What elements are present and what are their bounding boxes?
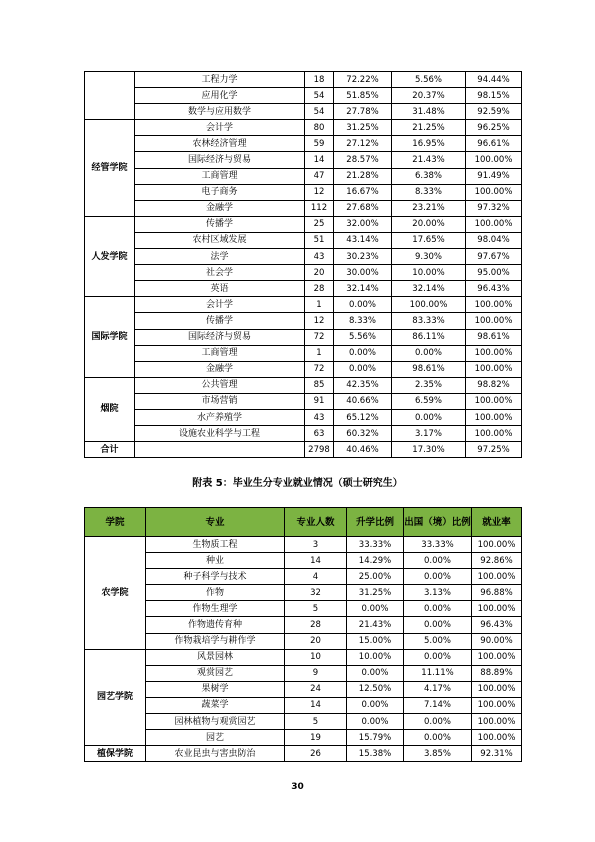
further-study-cell: 15.79% bbox=[347, 730, 404, 746]
table-row bbox=[85, 714, 522, 730]
major-cell: 农林经济管理 bbox=[135, 136, 305, 152]
employment-rate-cell: 100.00% bbox=[466, 184, 522, 200]
count-cell: 20 bbox=[285, 633, 347, 649]
major-cell: 水产养殖学 bbox=[135, 409, 305, 425]
college-cell: 经管学院 bbox=[85, 120, 135, 217]
employment-rate-cell: 95.00% bbox=[466, 265, 522, 281]
abroad-cell: 0.00% bbox=[404, 730, 472, 746]
employment-rate-cell: 91.49% bbox=[466, 168, 522, 184]
further-study-cell: 10.00% bbox=[347, 649, 404, 665]
count-cell: 12 bbox=[305, 184, 334, 200]
major-cell: 农业昆虫与害虫防治 bbox=[146, 746, 285, 762]
college-cell bbox=[85, 72, 135, 120]
further-study-cell: 32.00% bbox=[334, 216, 392, 232]
further-study-cell: 0.00% bbox=[347, 665, 404, 681]
major-cell: 工程力学 bbox=[135, 72, 305, 88]
major-cell: 园林植物与观赏园艺 bbox=[146, 714, 285, 730]
count-cell: 91 bbox=[305, 393, 334, 409]
table-row bbox=[85, 730, 522, 746]
employment-rate-cell: 100.00% bbox=[466, 297, 522, 313]
further-study-cell: 30.00% bbox=[334, 265, 392, 281]
major-cell: 工商管理 bbox=[135, 168, 305, 184]
table-row bbox=[85, 88, 522, 104]
major-cell: 会计学 bbox=[135, 120, 305, 136]
table-row bbox=[85, 697, 522, 713]
count-cell: 32 bbox=[285, 585, 347, 601]
college-cell: 园艺学院 bbox=[85, 649, 146, 746]
table-row bbox=[85, 361, 522, 377]
master-employment-table bbox=[84, 507, 522, 762]
employment-rate-cell: 100.00% bbox=[472, 697, 522, 713]
abroad-cell: 4.17% bbox=[404, 681, 472, 697]
abroad-cell: 5.00% bbox=[404, 633, 472, 649]
total-cell: 40.46% bbox=[334, 442, 392, 458]
further-study-cell: 27.12% bbox=[334, 136, 392, 152]
employment-rate-cell: 96.25% bbox=[466, 120, 522, 136]
abroad-cell: 9.30% bbox=[392, 249, 466, 265]
count-cell: 12 bbox=[305, 313, 334, 329]
further-study-cell: 0.00% bbox=[334, 345, 392, 361]
further-study-cell: 0.00% bbox=[347, 601, 404, 617]
employment-rate-cell: 100.00% bbox=[466, 152, 522, 168]
employment-rate-cell: 97.67% bbox=[466, 249, 522, 265]
table-row bbox=[85, 617, 522, 633]
abroad-cell: 10.00% bbox=[392, 265, 466, 281]
count-cell: 72 bbox=[305, 329, 334, 345]
abroad-cell: 0.00% bbox=[404, 617, 472, 633]
employment-rate-cell: 100.00% bbox=[472, 601, 522, 617]
employment-rate-cell: 100.00% bbox=[472, 681, 522, 697]
major-cell: 应用化学 bbox=[135, 88, 305, 104]
major-cell: 公共管理 bbox=[135, 377, 305, 393]
page-number: 30 bbox=[291, 782, 304, 792]
abroad-cell: 3.13% bbox=[404, 585, 472, 601]
total-label: 合计 bbox=[85, 442, 135, 458]
count-cell: 14 bbox=[285, 553, 347, 569]
header-major: 专业 bbox=[146, 508, 285, 537]
count-cell: 4 bbox=[285, 569, 347, 585]
count-cell: 72 bbox=[305, 361, 334, 377]
table-row bbox=[85, 184, 522, 200]
major-cell: 英语 bbox=[135, 281, 305, 297]
major-cell: 金融学 bbox=[135, 200, 305, 216]
major-cell: 市场营销 bbox=[135, 393, 305, 409]
count-cell: 28 bbox=[285, 617, 347, 633]
abroad-cell: 3.17% bbox=[392, 426, 466, 442]
major-cell: 作物遗传育种 bbox=[146, 617, 285, 633]
major-cell: 作物栽培学与耕作学 bbox=[146, 633, 285, 649]
further-study-cell: 21.43% bbox=[347, 617, 404, 633]
table-header-row bbox=[85, 508, 522, 537]
abroad-cell: 86.11% bbox=[392, 329, 466, 345]
employment-rate-cell: 90.00% bbox=[472, 633, 522, 649]
major-cell: 作物 bbox=[146, 585, 285, 601]
college-cell: 农学院 bbox=[85, 537, 146, 650]
total-cell: 2798 bbox=[305, 442, 334, 458]
abroad-cell: 32.14% bbox=[392, 281, 466, 297]
header-abroad: 出国（境）比例 bbox=[404, 508, 472, 537]
abroad-cell: 20.37% bbox=[392, 88, 466, 104]
abroad-cell: 0.00% bbox=[404, 601, 472, 617]
employment-rate-cell: 96.88% bbox=[472, 585, 522, 601]
table-row bbox=[85, 345, 522, 361]
employment-rate-cell: 88.89% bbox=[472, 665, 522, 681]
table-row bbox=[85, 393, 522, 409]
table-row bbox=[85, 569, 522, 585]
master-table-body bbox=[85, 537, 522, 762]
further-study-cell: 0.00% bbox=[347, 697, 404, 713]
count-cell: 10 bbox=[285, 649, 347, 665]
count-cell: 1 bbox=[305, 345, 334, 361]
total-cell: 17.30% bbox=[392, 442, 466, 458]
employment-rate-cell: 96.61% bbox=[466, 136, 522, 152]
further-study-cell: 31.25% bbox=[334, 120, 392, 136]
further-study-cell: 0.00% bbox=[334, 361, 392, 377]
table-row bbox=[85, 216, 522, 232]
abroad-cell: 6.38% bbox=[392, 168, 466, 184]
table-row bbox=[85, 633, 522, 649]
further-study-cell: 60.32% bbox=[334, 426, 392, 442]
table-row bbox=[85, 329, 522, 345]
further-study-cell: 25.00% bbox=[347, 569, 404, 585]
employment-rate-cell: 94.44% bbox=[466, 72, 522, 88]
employment-rate-cell: 96.43% bbox=[472, 617, 522, 633]
undergrad-table-body bbox=[85, 72, 522, 458]
major-cell: 会计学 bbox=[135, 297, 305, 313]
abroad-cell: 2.35% bbox=[392, 377, 466, 393]
major-cell: 生物质工程 bbox=[146, 537, 285, 553]
abroad-cell: 21.25% bbox=[392, 120, 466, 136]
further-study-cell: 65.12% bbox=[334, 409, 392, 425]
further-study-cell: 33.33% bbox=[347, 537, 404, 553]
count-cell: 47 bbox=[305, 168, 334, 184]
table-row bbox=[85, 377, 522, 393]
further-study-cell: 15.00% bbox=[347, 633, 404, 649]
total-cell: 97.25% bbox=[466, 442, 522, 458]
further-study-cell: 0.00% bbox=[334, 297, 392, 313]
count-cell: 24 bbox=[285, 681, 347, 697]
count-cell: 59 bbox=[305, 136, 334, 152]
abroad-cell: 20.00% bbox=[392, 216, 466, 232]
count-cell: 28 bbox=[305, 281, 334, 297]
major-cell: 风景园林 bbox=[146, 649, 285, 665]
employment-rate-cell: 96.43% bbox=[466, 281, 522, 297]
college-cell: 人发学院 bbox=[85, 216, 135, 296]
table-row bbox=[85, 281, 522, 297]
employment-rate-cell: 100.00% bbox=[466, 313, 522, 329]
major-cell: 国际经济与贸易 bbox=[135, 329, 305, 345]
major-cell: 传播学 bbox=[135, 216, 305, 232]
major-cell: 作物生理学 bbox=[146, 601, 285, 617]
header-further-study: 升学比例 bbox=[347, 508, 404, 537]
table-row bbox=[85, 537, 522, 553]
abroad-cell: 0.00% bbox=[392, 345, 466, 361]
major-cell: 数学与应用数学 bbox=[135, 104, 305, 120]
employment-rate-cell: 92.31% bbox=[472, 746, 522, 762]
further-study-cell: 30.23% bbox=[334, 249, 392, 265]
major-cell: 传播学 bbox=[135, 313, 305, 329]
count-cell: 18 bbox=[305, 72, 334, 88]
employment-rate-cell: 98.15% bbox=[466, 88, 522, 104]
abroad-cell: 33.33% bbox=[404, 537, 472, 553]
abroad-cell: 6.59% bbox=[392, 393, 466, 409]
further-study-cell: 32.14% bbox=[334, 281, 392, 297]
major-cell: 国际经济与贸易 bbox=[135, 152, 305, 168]
table-row bbox=[85, 136, 522, 152]
employment-rate-cell: 100.00% bbox=[472, 649, 522, 665]
further-study-cell: 31.25% bbox=[347, 585, 404, 601]
further-study-cell: 21.28% bbox=[334, 168, 392, 184]
major-cell: 种业 bbox=[146, 553, 285, 569]
college-cell: 植保学院 bbox=[85, 746, 146, 762]
table-row bbox=[85, 152, 522, 168]
major-cell: 社会学 bbox=[135, 265, 305, 281]
abroad-cell: 100.00% bbox=[392, 297, 466, 313]
abroad-cell: 31.48% bbox=[392, 104, 466, 120]
table-row bbox=[85, 409, 522, 425]
abroad-cell: 98.61% bbox=[392, 361, 466, 377]
major-cell: 种子科学与技术 bbox=[146, 569, 285, 585]
college-cell: 烟院 bbox=[85, 377, 135, 441]
count-cell: 51 bbox=[305, 232, 334, 248]
total-row bbox=[85, 442, 522, 458]
count-cell: 26 bbox=[285, 746, 347, 762]
count-cell: 43 bbox=[305, 249, 334, 265]
table-row bbox=[85, 665, 522, 681]
abroad-cell: 0.00% bbox=[392, 409, 466, 425]
abroad-cell: 83.33% bbox=[392, 313, 466, 329]
abroad-cell: 17.65% bbox=[392, 232, 466, 248]
abroad-cell: 0.00% bbox=[404, 553, 472, 569]
further-study-cell: 5.56% bbox=[334, 329, 392, 345]
employment-rate-cell: 92.86% bbox=[472, 553, 522, 569]
further-study-cell: 12.50% bbox=[347, 681, 404, 697]
count-cell: 80 bbox=[305, 120, 334, 136]
abroad-cell: 0.00% bbox=[404, 714, 472, 730]
employment-rate-cell: 98.61% bbox=[466, 329, 522, 345]
table-row bbox=[85, 585, 522, 601]
abroad-cell: 5.56% bbox=[392, 72, 466, 88]
major-cell: 观赏园艺 bbox=[146, 665, 285, 681]
major-cell: 设施农业科学与工程 bbox=[135, 426, 305, 442]
count-cell: 9 bbox=[285, 665, 347, 681]
employment-rate-cell: 100.00% bbox=[466, 393, 522, 409]
employment-rate-cell: 97.32% bbox=[466, 200, 522, 216]
employment-rate-cell: 98.04% bbox=[466, 232, 522, 248]
count-cell: 20 bbox=[305, 265, 334, 281]
employment-rate-cell: 100.00% bbox=[472, 730, 522, 746]
table-row bbox=[85, 297, 522, 313]
major-cell: 园艺 bbox=[146, 730, 285, 746]
major-cell: 工商管理 bbox=[135, 345, 305, 361]
further-study-cell: 15.38% bbox=[347, 746, 404, 762]
count-cell: 63 bbox=[305, 426, 334, 442]
major-cell: 果树学 bbox=[146, 681, 285, 697]
employment-rate-cell: 100.00% bbox=[466, 409, 522, 425]
further-study-cell: 0.00% bbox=[347, 714, 404, 730]
major-cell: 金融学 bbox=[135, 361, 305, 377]
table-row bbox=[85, 649, 522, 665]
employment-rate-cell: 100.00% bbox=[466, 216, 522, 232]
abroad-cell: 3.85% bbox=[404, 746, 472, 762]
abroad-cell: 7.14% bbox=[404, 697, 472, 713]
table-row bbox=[85, 265, 522, 281]
abroad-cell: 0.00% bbox=[404, 649, 472, 665]
employment-rate-cell: 100.00% bbox=[466, 426, 522, 442]
count-cell: 25 bbox=[305, 216, 334, 232]
table-row bbox=[85, 120, 522, 136]
table-row bbox=[85, 249, 522, 265]
employment-rate-cell: 100.00% bbox=[466, 361, 522, 377]
further-study-cell: 28.57% bbox=[334, 152, 392, 168]
table-row bbox=[85, 601, 522, 617]
count-cell: 1 bbox=[305, 297, 334, 313]
employment-rate-cell: 98.82% bbox=[466, 377, 522, 393]
count-cell: 54 bbox=[305, 88, 334, 104]
employment-rate-cell: 100.00% bbox=[472, 537, 522, 553]
employment-rate-cell: 100.00% bbox=[466, 345, 522, 361]
further-study-cell: 72.22% bbox=[334, 72, 392, 88]
abroad-cell: 0.00% bbox=[404, 569, 472, 585]
table-row bbox=[85, 426, 522, 442]
header-employment-rate: 就业率 bbox=[472, 508, 522, 537]
header-college: 学院 bbox=[85, 508, 146, 537]
further-study-cell: 42.35% bbox=[334, 377, 392, 393]
major-cell: 蔬菜学 bbox=[146, 697, 285, 713]
employment-rate-cell: 100.00% bbox=[472, 569, 522, 585]
major-cell: 法学 bbox=[135, 249, 305, 265]
major-cell: 农村区域发展 bbox=[135, 232, 305, 248]
count-cell: 19 bbox=[285, 730, 347, 746]
table-row bbox=[85, 313, 522, 329]
table-row bbox=[85, 232, 522, 248]
header-count: 专业人数 bbox=[285, 508, 347, 537]
count-cell: 85 bbox=[305, 377, 334, 393]
count-cell: 112 bbox=[305, 200, 334, 216]
table-row bbox=[85, 746, 522, 762]
further-study-cell: 14.29% bbox=[347, 553, 404, 569]
table-row bbox=[85, 168, 522, 184]
abroad-cell: 23.21% bbox=[392, 200, 466, 216]
count-cell: 43 bbox=[305, 409, 334, 425]
count-cell: 54 bbox=[305, 104, 334, 120]
table-row bbox=[85, 72, 522, 88]
undergrad-employment-table bbox=[84, 71, 522, 458]
count-cell: 14 bbox=[285, 697, 347, 713]
employment-rate-cell: 100.00% bbox=[472, 714, 522, 730]
further-study-cell: 43.14% bbox=[334, 232, 392, 248]
count-cell: 3 bbox=[285, 537, 347, 553]
abroad-cell: 21.43% bbox=[392, 152, 466, 168]
college-cell: 国际学院 bbox=[85, 297, 135, 377]
further-study-cell: 27.68% bbox=[334, 200, 392, 216]
major-cell: 电子商务 bbox=[135, 184, 305, 200]
table-row bbox=[85, 200, 522, 216]
count-cell: 14 bbox=[305, 152, 334, 168]
abroad-cell: 8.33% bbox=[392, 184, 466, 200]
abroad-cell: 11.11% bbox=[404, 665, 472, 681]
table-caption: 附表 5：毕业生分专业就业情况（硕士研究生） bbox=[192, 478, 403, 489]
abroad-cell: 16.95% bbox=[392, 136, 466, 152]
employment-rate-cell: 92.59% bbox=[466, 104, 522, 120]
further-study-cell: 27.78% bbox=[334, 104, 392, 120]
further-study-cell: 16.67% bbox=[334, 184, 392, 200]
further-study-cell: 40.66% bbox=[334, 393, 392, 409]
table-row bbox=[85, 553, 522, 569]
further-study-cell: 8.33% bbox=[334, 313, 392, 329]
further-study-cell: 51.85% bbox=[334, 88, 392, 104]
total-cell bbox=[135, 442, 305, 458]
count-cell: 5 bbox=[285, 601, 347, 617]
table-row bbox=[85, 681, 522, 697]
table-row bbox=[85, 104, 522, 120]
count-cell: 5 bbox=[285, 714, 347, 730]
